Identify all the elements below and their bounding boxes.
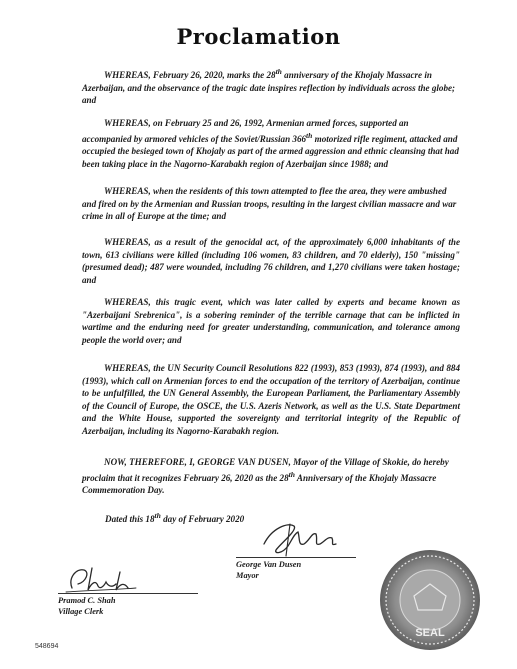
dated-line: Dated this 18th day of February 2020 xyxy=(105,511,245,525)
paragraph-lead: WHEREAS, xyxy=(104,186,151,196)
whereas-paragraph-1: WHEREAS, February 26, 2020, marks the 28th anniversary of the Khojaly Massacre in Azerbaijan, and the observance of the tragic date inspires reflection by individuals across the globe; and xyxy=(82,67,456,106)
clerk-role: Village Clerk xyxy=(58,607,104,616)
seal-label: SEAL xyxy=(415,627,445,639)
clerk-signature xyxy=(62,562,142,596)
whereas-paragraph-4: WHEREAS, as a result of the genocidal act, of the approximately 6,000 inhabitants of the town, 613 civilians were killed (including 106 women, 83 children, and 70 elderly), 150 "missing" (presumed dead); 487 were wounded, including 76 children, and 1,270 civilians were taken hostage; and xyxy=(82,237,460,285)
paragraph-lead: WHEREAS, xyxy=(104,237,151,247)
mayor-role: Mayor xyxy=(236,571,259,580)
document-number: 548694 xyxy=(35,643,59,650)
mayor-name: George Van Dusen xyxy=(236,560,302,569)
resolution-lead: NOW, THEREFORE, I, GEORGE VAN DUSEN, xyxy=(104,457,291,467)
resolution-paragraph: NOW, THEREFORE, I, GEORGE VAN DUSEN, Mayor of the Village of Skokie, do hereby proclaim that it recognizes February 26, 2020 as the 28th Anniversary of the Khojaly Massacre Commemoration Day. xyxy=(82,457,449,496)
clerk-signature-line xyxy=(58,593,198,594)
mayor-signature-line xyxy=(236,557,356,558)
paragraph-lead: WHEREAS, xyxy=(104,297,151,307)
village-seal xyxy=(378,548,482,652)
whereas-paragraph-5: WHEREAS, this tragic event, which was later called by experts and became known as "Azerbaijani Srebrenica", is a sobering reminder of the terrible carnage that can be inflicted in wartime and the enduring need for greater understanding, communication, and tolerance among people the world over; and xyxy=(82,297,460,345)
mayor-signature xyxy=(258,514,348,558)
page-title: Proclamation xyxy=(176,24,341,49)
paragraph-lead: WHEREAS, xyxy=(104,70,151,81)
whereas-paragraph-2: WHEREAS, on February 25 and 26, 1992, Armenian armed forces, supported an accompanied by armored vehicles of the Soviet/Russian 366th motorized rifle regiment, attacked and occupied the besieged town of Khojaly as part of the armed aggression and ethnic cleansing that had been taking place in the Nagorno-Karabakh region of Azerbaijan since 1988; and xyxy=(82,118,459,169)
paragraph-lead: WHEREAS, xyxy=(104,363,151,373)
whereas-paragraph-3: WHEREAS, when the residents of this town attempted to flee the area, they were ambushed and fired on by the Armenian and Russian troops, resulting in the largest civilian massacre and war crime in all of Europe at the time; and xyxy=(82,186,457,221)
whereas-paragraph-6: WHEREAS, the UN Security Council Resolutions 822 (1993), 853 (1993), 874 (1993), and 884 (1993), which call on Armenian forces to end the occupation of the territory of Azerbaijan, continue to be unfulfilled, the UN General Assembly, the European Parliament, the Parliamentary Assembly of the Council of Europe, the OSCE, the U.S. Azeris Network, as well as the U.S. State Department and the White House, supported the sovereignty and territorial integrity of the Republic of Azerbaijan, including its Nagorno-Karabakh region. xyxy=(82,363,460,436)
clerk-name: Pramod C. Shah xyxy=(58,596,116,605)
paragraph-lead: WHEREAS, xyxy=(104,118,151,128)
